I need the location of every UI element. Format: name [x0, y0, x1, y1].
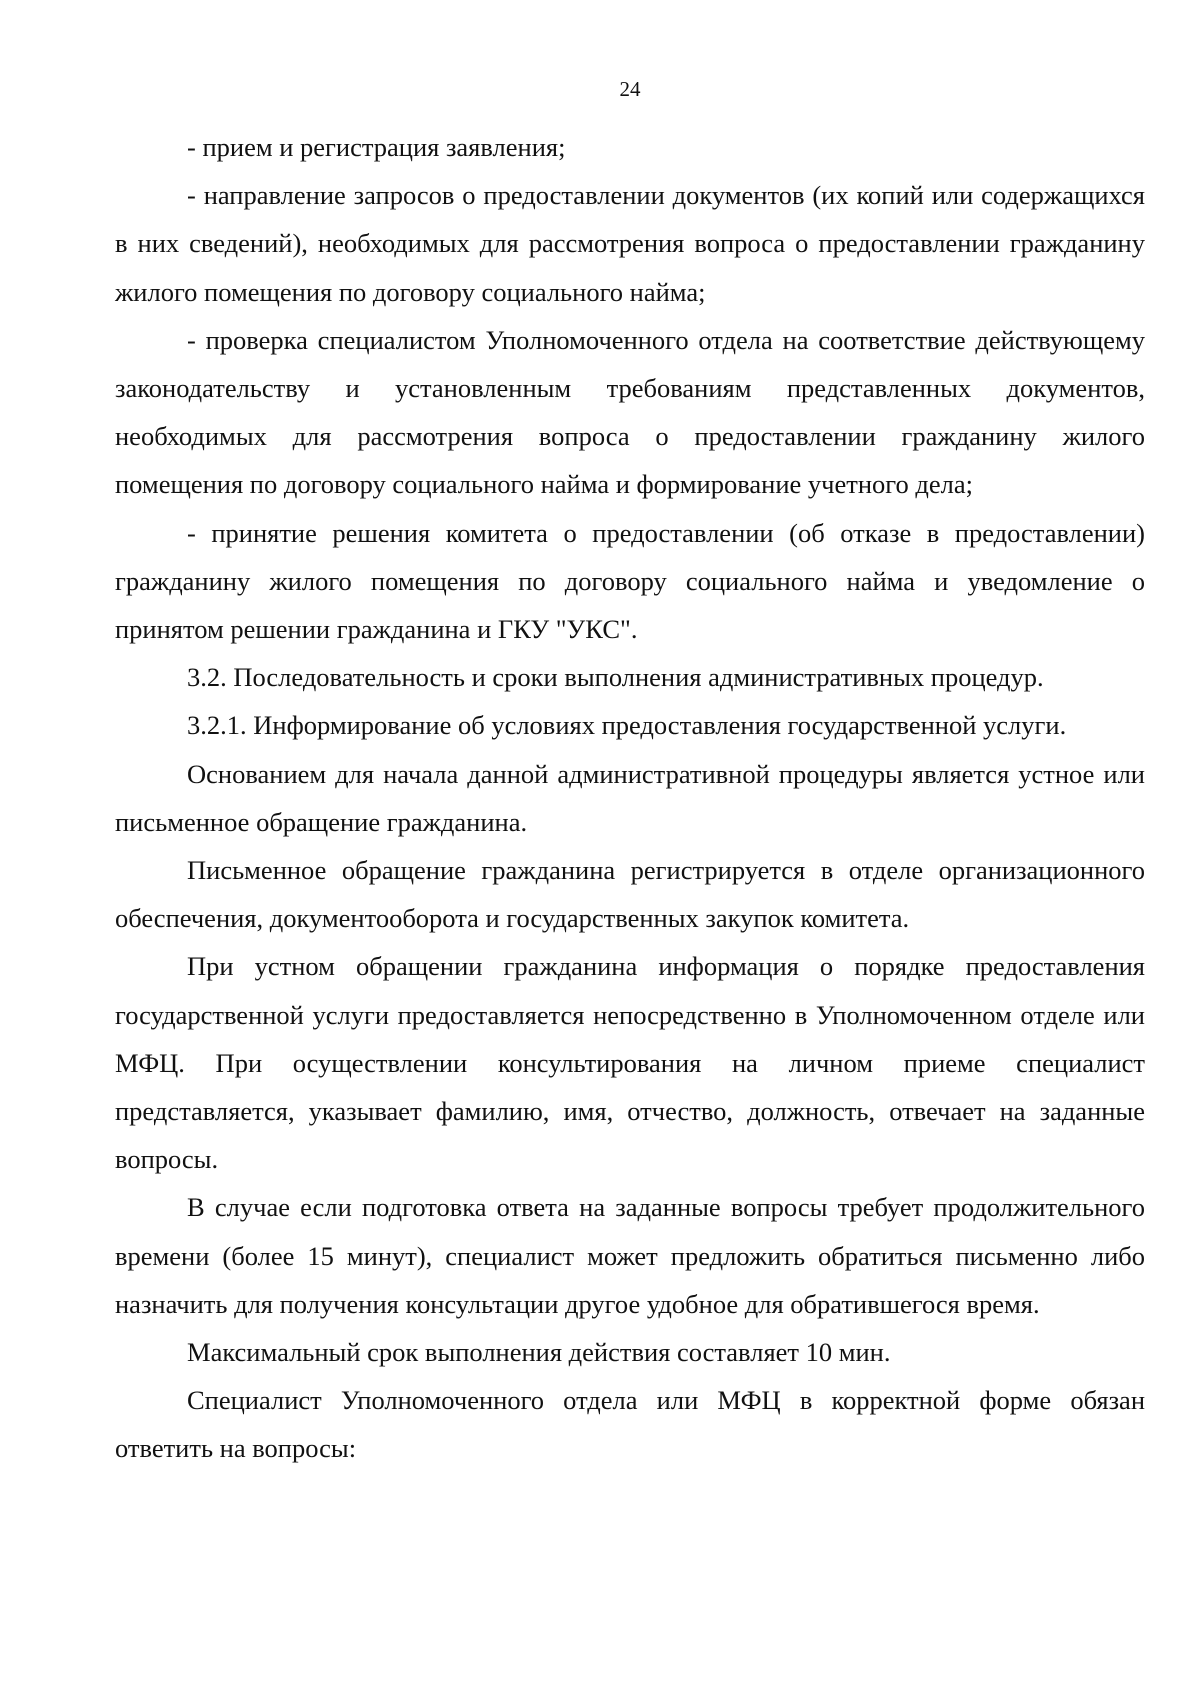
paragraph-oral-appeal: При устном обращении гражданина информация о порядке предоставления государственной услуги предоставляется непосредственно в Уполномоченном отделе или МФЦ. При осуществлении консультирования на личном приеме специалист представляется, указывает фамилию, имя, отчество, должность, отвечает на заданные вопросы. [115, 951, 1145, 1175]
paragraph-max-time: Максимальный срок выполнения действия составляет 10 мин. [187, 1337, 891, 1368]
list-item-receipt: - прием и регистрация заявления; [187, 132, 566, 162]
paragraph-specialist-duty: Специалист Уполномоченного отдела или МФЦ в корректной форме обязан ответить на вопросы: [115, 1385, 1145, 1464]
paragraph-basis: Основанием для начала данной административной процедуры является устное или письменное обращение гражданина. [115, 758, 1145, 837]
list-item-requests: - направление запросов о предоставлении документов (их копий или содержащихся в них сведений), необходимых для рассмотрения вопроса о предоставлении гражданину жилого помещения по договору социального найма; [115, 180, 1145, 307]
list-item-decision: - принятие решения комитета о предоставлении (об отказе в предоставлении) гражданину жилого помещения по договору социального найма и уведомление о принятом решении гражданина и ГКУ "УКС". [115, 517, 1145, 645]
section-heading-3-2: 3.2. Последовательность и сроки выполнения административных процедур. [187, 662, 1044, 693]
section-heading-3-2-1: 3.2.1. Информирование об условиях предоставления государственной услуги. [187, 710, 1067, 741]
document-body [115, 123, 1145, 1473]
paragraph-written-appeal: Письменное обращение гражданина регистрируется в отделе организационного обеспечения, документооборота и государственных закупок комитета. [115, 855, 1145, 934]
list-item-verification: - проверка специалистом Уполномоченного отдела на соответствие действующему законодательству и установленным требованиям представленных документов, необходимых для рассмотрения вопроса о предоставлении гражданину жилого помещения по договору социального найма и формирование учетного дела; [115, 324, 1145, 500]
page-number: 24 [619, 77, 641, 101]
paragraph-long-answer: В случае если подготовка ответа на заданные вопросы требует продолжительного времени (более 15 минут), специалист может предложить обратиться письменно либо назначить для получения консультации другое удобное для обратившегося время. [115, 1192, 1145, 1319]
